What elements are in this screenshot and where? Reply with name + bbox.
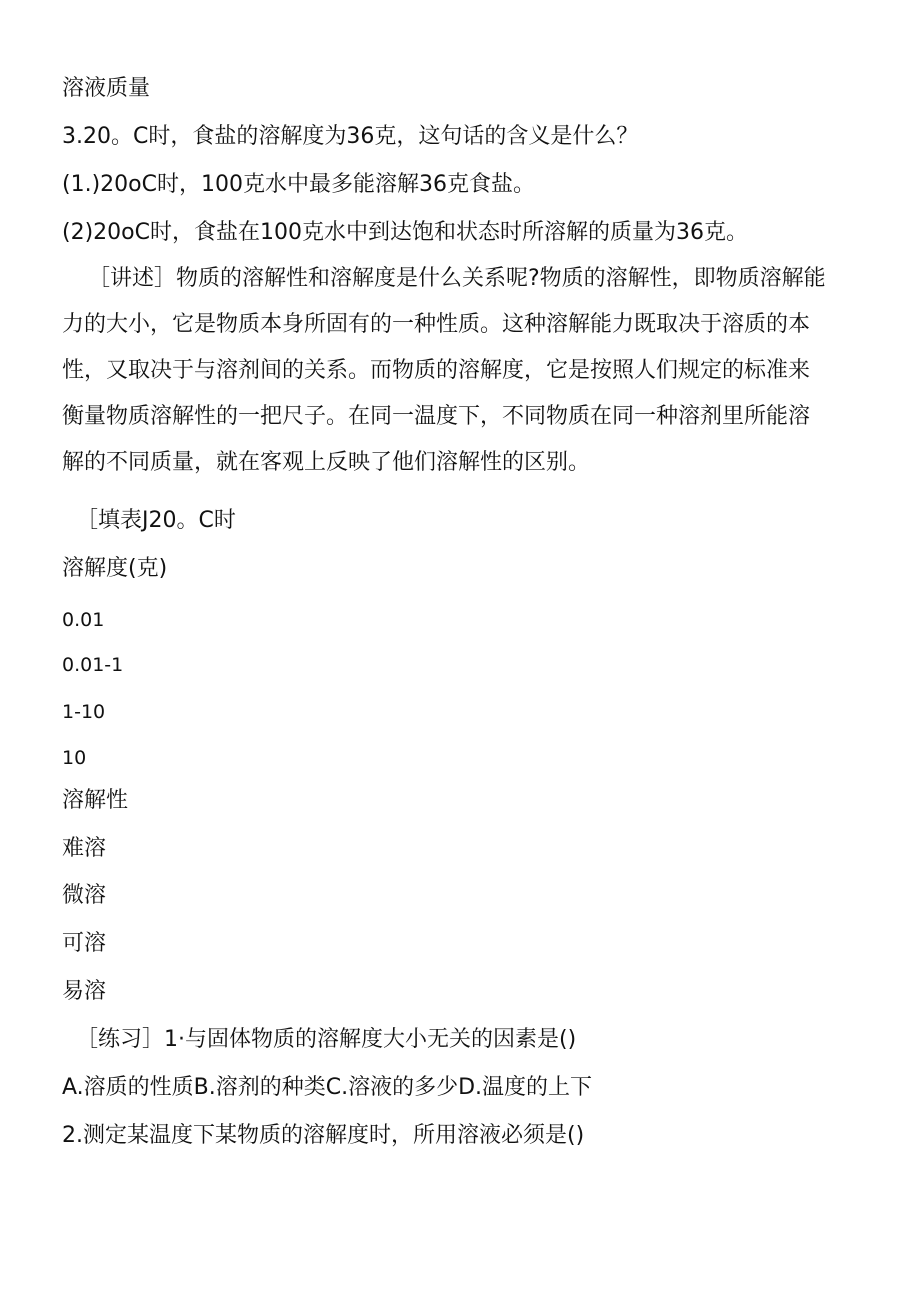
property-value: 可溶 <box>62 931 107 956</box>
column-solubility-grams: 溶解度(克) <box>62 556 168 581</box>
property-value: 难溶 <box>62 836 107 861</box>
narration-line: 性，又取决于与溶剂间的关系。而物质的溶解度，它是按照人们规定的标准来 <box>62 358 811 383</box>
narration-line: 解的不同质量，就在客观上反映了他们溶解性的区别。 <box>62 450 591 475</box>
solubility-value: 1-10 <box>62 701 106 723</box>
column-solubility-property: 溶解性 <box>62 788 129 813</box>
answer-1: (1.)20oC时，100克水中最多能溶解36克食盐。 <box>62 172 535 197</box>
narration-paragraph <box>62 256 862 486</box>
exercise-1-options: A.溶质的性质B.溶剂的种类C.溶液的多少D.温度的上下 <box>62 1075 593 1100</box>
question-3: 3.20。C时，食盐的溶解度为36克，这句话的含义是什么？ <box>62 124 639 149</box>
narration-line: ［讲述］物质的溶解性和溶解度是什么关系呢?物质的溶解性，即物质溶解能 <box>88 266 826 291</box>
solubility-value: 0.01-1 <box>62 654 124 676</box>
property-value: 易溶 <box>62 979 107 1004</box>
text-solution-mass: 溶液质量 <box>62 76 151 101</box>
property-value: 微溶 <box>62 883 107 908</box>
solubility-value: 0.01 <box>62 609 105 631</box>
exercise-1: ［练习］1·与固体物质的溶解度大小无关的因素是() <box>76 1027 577 1052</box>
exercise-2: 2.测定某温度下某物质的溶解度时，所用溶液必须是() <box>62 1123 585 1148</box>
answer-2: (2)20oC时，食盐在100克水中到达饱和状态时所溶解的质量为36克。 <box>62 220 748 245</box>
solubility-value: 10 <box>62 747 87 769</box>
fill-table-heading: ［填表J20。C时 <box>76 508 236 533</box>
narration-line: 力的大小，它是物质本身所固有的一种性质。这种溶解能力既取决于溶质的本 <box>62 312 811 337</box>
narration-line: 衡量物质溶解性的一把尺子。在同一温度下，不同物质在同一种溶剂里所能溶 <box>62 404 811 429</box>
